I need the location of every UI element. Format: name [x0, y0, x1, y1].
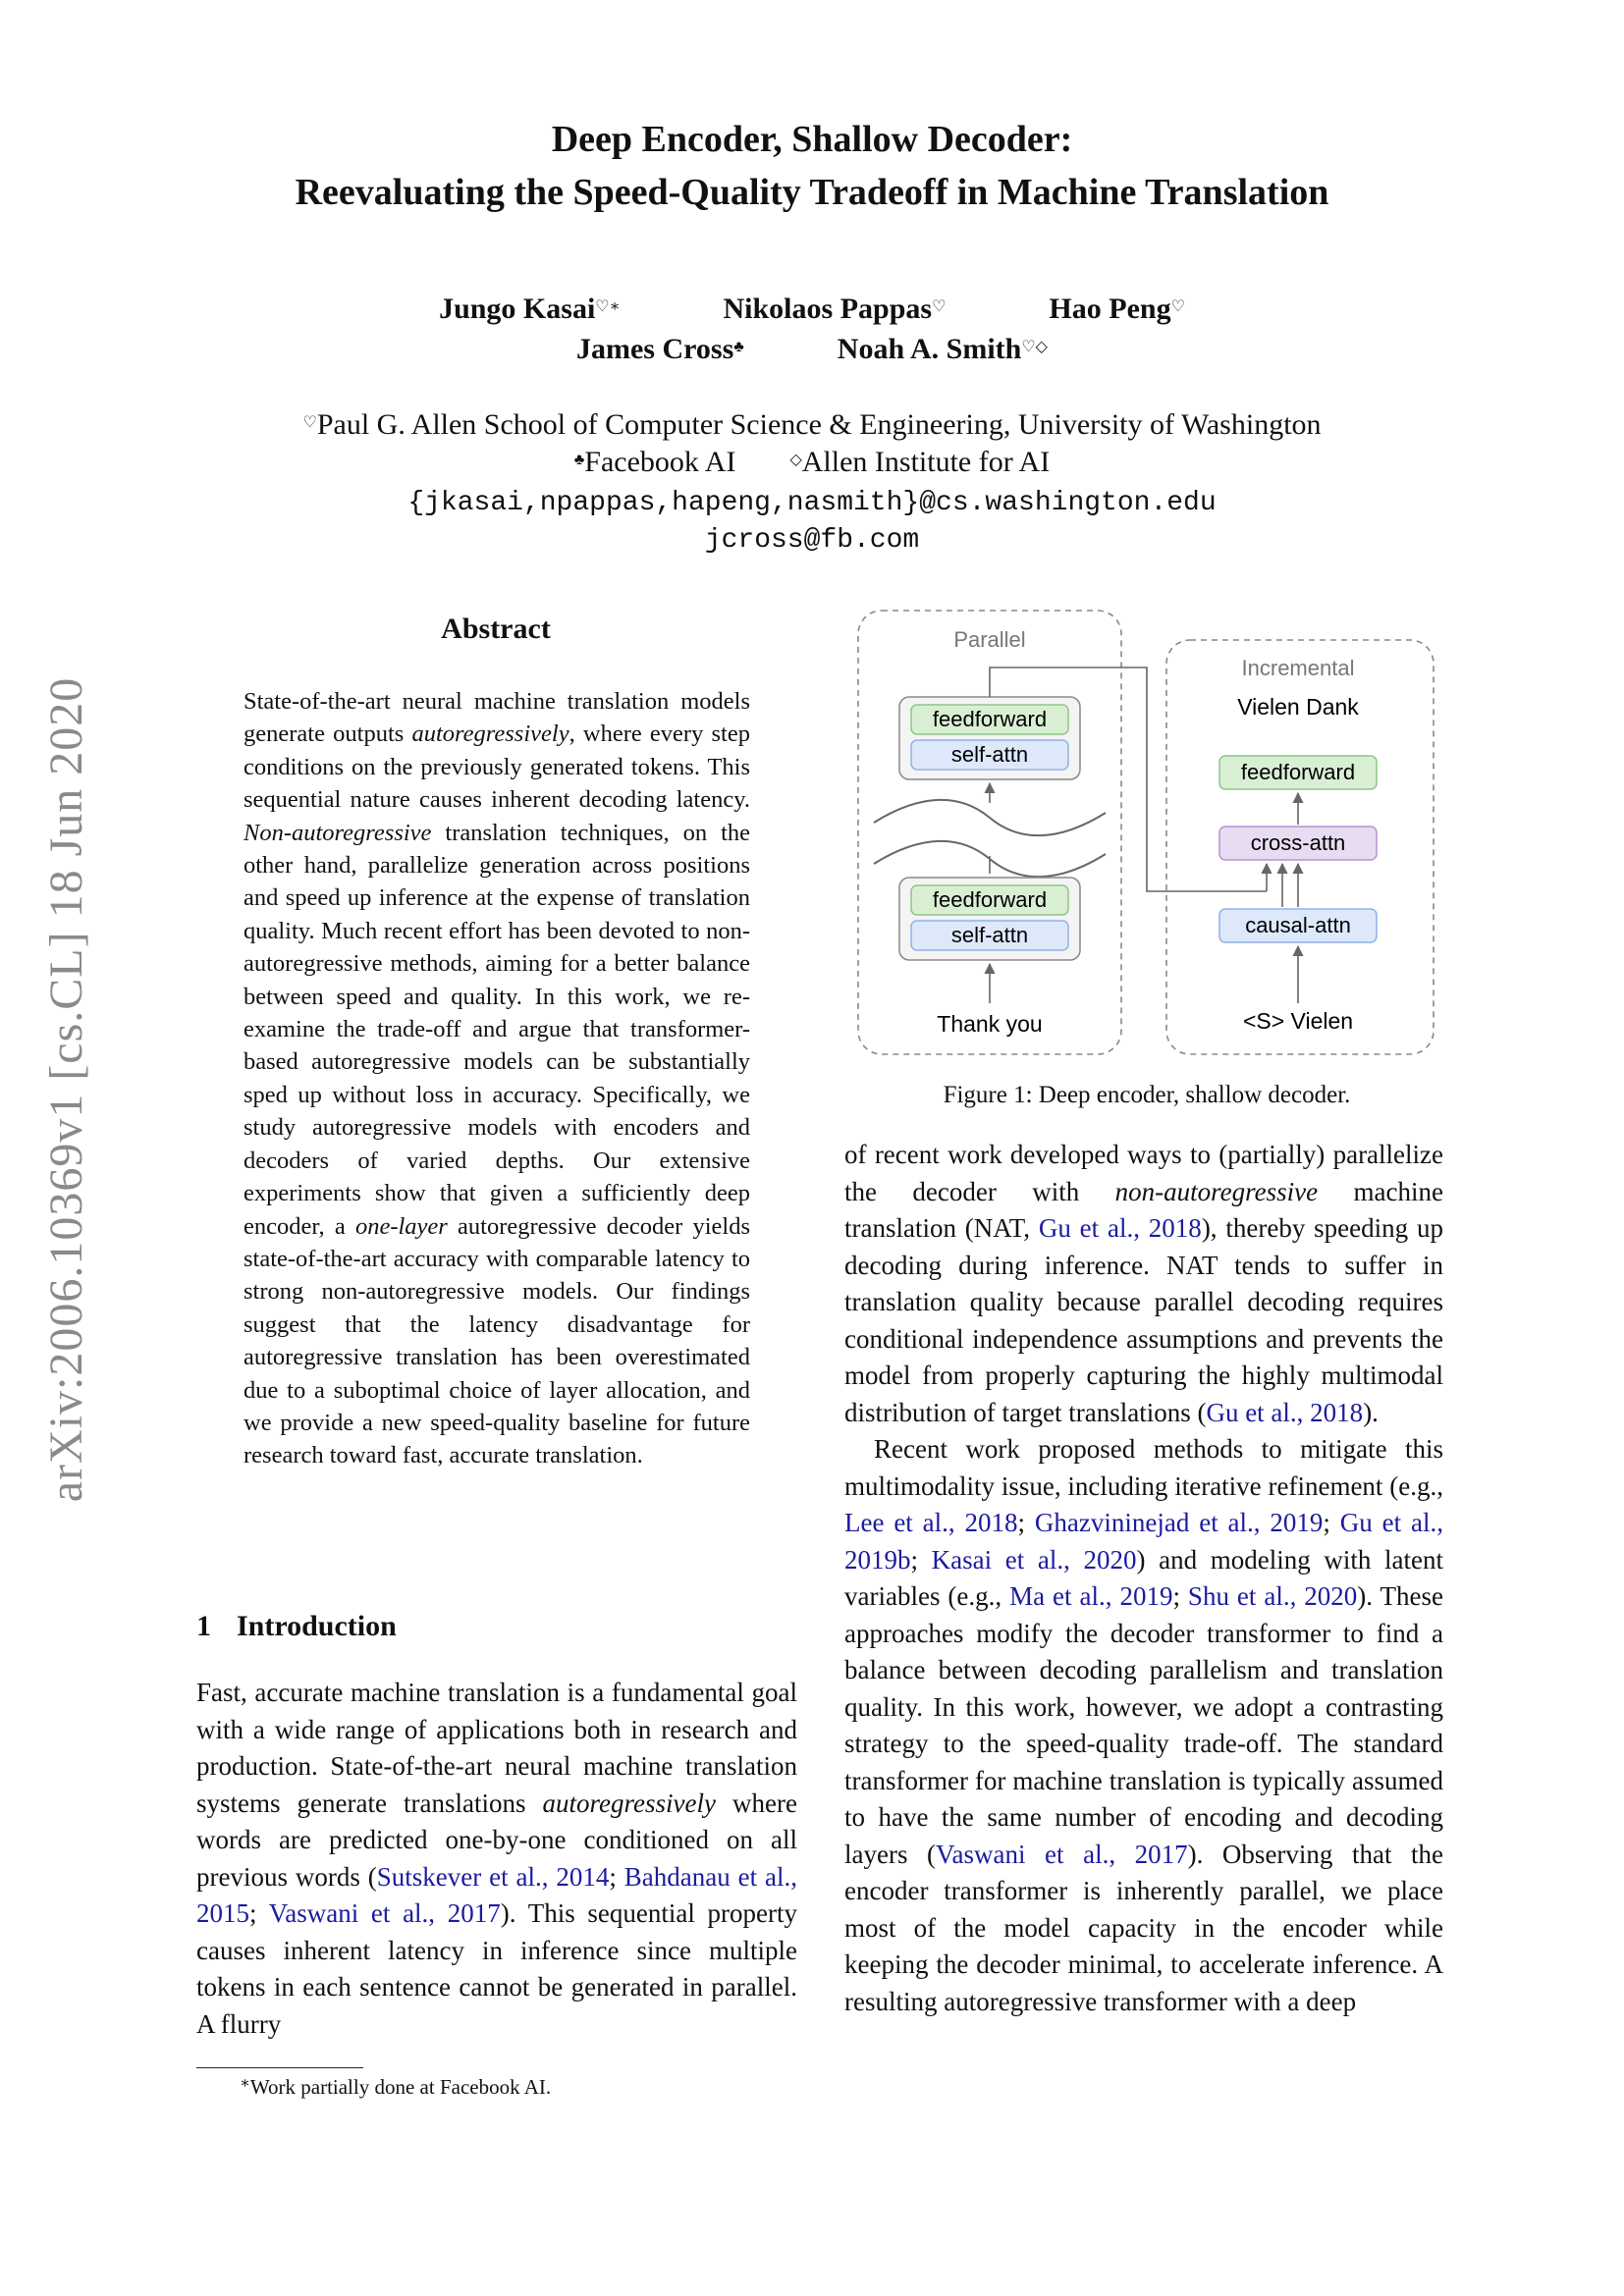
author-name: Noah A. Smith — [837, 333, 1022, 365]
citation-link[interactable]: Ghazvininejad et al., 2019 — [1034, 1508, 1324, 1537]
paragraph — [844, 1137, 1443, 1431]
author-name: Jungo Kasai — [439, 293, 596, 325]
citation-link[interactable]: Sutskever et al., 2014 — [376, 1861, 610, 1892]
text-run: ). — [1363, 1397, 1379, 1427]
text-run: ), thereby speeding up decoding during inference. NAT tends to suffer in translation quality because parallel decoding requires conditional independence assumptions and prevents the model from properly capturing the highly multimodal distribution of target translations ( — [844, 1213, 1443, 1427]
citation-link[interactable]: Vaswani et al., 2017 — [936, 1839, 1188, 1869]
self-attn-label: self-attn — [950, 923, 1029, 947]
citation-link[interactable]: Gu et al., 2018 — [1038, 1213, 1202, 1243]
text-run: Fast, accurate machine translation is a fundamental goal with a wide range of applications both in research and production. State-of-the-art neural machine translation systems generate translations — [196, 1678, 797, 1818]
wavy-line-upper — [874, 800, 1106, 835]
affil-text: Facebook AI — [584, 446, 736, 478]
affiliation-row-2 — [0, 444, 1624, 481]
citation-link[interactable]: Ma et al., 2019 — [1009, 1581, 1173, 1611]
citation-link[interactable]: Lee et al., 2018 — [844, 1508, 1018, 1537]
text-run: ) and modeling with latent variables (e.g., — [844, 1544, 1443, 1611]
section-heading-introduction — [196, 1610, 397, 1643]
affil-mark: ♡ — [302, 414, 317, 431]
affil-mark: ◇ — [789, 452, 802, 468]
citation-link[interactable]: Shu et al., 2020 — [1187, 1581, 1358, 1611]
author-affil-marks: ♣ — [733, 339, 744, 355]
text-emphasis: non-autoregressive — [1114, 1176, 1319, 1206]
right-column-text — [844, 1137, 1443, 2020]
figure-1-diagram — [852, 607, 1441, 1058]
decoder-output: Vielen Dank — [1237, 694, 1359, 720]
feedforward-label: feedforward — [932, 887, 1048, 912]
footnote-rule — [196, 2067, 363, 2068]
citation-link[interactable]: Bahdanau et al., 2015 — [196, 1861, 797, 1928]
causal-attn-label: causal-attn — [1245, 913, 1351, 937]
author-affil-marks: ♡ — [1170, 298, 1185, 315]
author-name: Hao Peng — [1049, 293, 1171, 325]
feedforward-label: feedforward — [932, 707, 1048, 731]
decoder-input: <S> Vielen — [1242, 1008, 1354, 1034]
incremental-label: Incremental — [1241, 656, 1355, 680]
affil-mark: ♣ — [573, 452, 585, 468]
author-name: Nikolaos Pappas — [723, 293, 933, 325]
email-line-2: jcross@fb.com — [704, 525, 920, 556]
encoder-input: Thank you — [937, 1011, 1043, 1037]
section-title: Introduction — [237, 1610, 397, 1642]
citation-link[interactable]: Gu et al., 2018 — [1206, 1397, 1364, 1427]
text-run: of recent work developed ways to (partially) parallelize the decoder with — [844, 1140, 1443, 1206]
author-affil-marks: ♡ — [932, 298, 947, 315]
author-row-1 — [0, 290, 1624, 329]
author-affil-marks: ♡◇ — [1021, 339, 1048, 355]
text-emphasis: autoregressively — [542, 1788, 716, 1818]
parallel-label: Parallel — [953, 627, 1026, 652]
citation-link[interactable]: Gu et al., 2019b — [844, 1508, 1443, 1575]
citation-link[interactable]: Kasai et al., 2020 — [931, 1544, 1137, 1575]
text-run: ). These approaches modify the decoder transformer to find a balance between decoding parallelism and translation quality. In this work, however, we adopt a contrasting strategy to the speed-quality trade-off. The standard transformer for machine translation is typically assumed to have the same number of encoding and decoding layers ( — [844, 1581, 1443, 1869]
paper-title-line2: Reevaluating the Speed-Quality Tradeoff in Machine Translation — [295, 172, 1329, 213]
footnote-mark: ∗ — [240, 2075, 250, 2092]
figure-1 — [852, 607, 1441, 1058]
email-line-1: {jkasai,npappas,hapeng,nasmith}@cs.washington.edu — [407, 488, 1217, 518]
text-run: ). Observing that the encoder transformer is inherently parallel, we place most of the model capacity in the encoder while keeping the decoder minimal, to accelerate inference. A resulting autoregressive transformer with a deep — [844, 1839, 1443, 2016]
paragraph: Recent work proposed methods to mitigate this multimodality issue, including iterative refinement (e.g., Lee et al., 2018; Ghazvininejad et al., 2019; Gu et al., 2019b; Kasai et al., 2020) and modeling with latent variables (e.g., Ma et al., 2019; Shu et al., 2020). These approaches modify the decoder transformer to find a balance between decoding parallelism and translation quality. In this work, however, we adopt a contrasting strategy to the speed-quality trade-off. The standard transformer for machine translation is typically assumed to have the same number of encoding and decoding layers (Vaswani et al., 2017). Observing that the encoder transformer is inherently parallel, we place most of the model capacity in the encoder while keeping the decoder minimal, to accelerate inference. A resulting autoregressive transformer with a deep — [844, 1434, 1443, 2016]
citation-link[interactable]: Vaswani et al., 2017 — [268, 1898, 501, 1928]
text-run: ). This sequential property causes inherent latency in inference since multiple tokens in each sentence cannot be generated in parallel. A flurry — [196, 1898, 798, 2039]
arxiv-stamp: arXiv:2006.10369v1 [cs.CL] 18 Jun 2020 — [40, 676, 92, 1503]
affil-text: Paul G. Allen School of Computer Science & Engineering, University of Washington — [316, 408, 1322, 441]
self-attn-label: self-attn — [950, 742, 1029, 767]
author-affil-marks: ♡∗ — [595, 298, 621, 315]
intro-paragraph: Fast, accurate machine translation is a fundamental goal with a wide range of applications both in research and production. State-of-the-art neural machine translation systems generate translations autoregressively where words are predicted one-by-one conditioned on all previous words (Sutskever et al., 2014; Bahdanau et al., 2015; Vaswani et al., 2017). This sequential property causes inherent latency in inference since multiple tokens in each sentence cannot be generated in parallel. A flurry — [196, 1678, 798, 2039]
abstract-heading: Abstract — [441, 613, 551, 645]
affiliation-uw — [0, 406, 1624, 444]
footnote-text: Work partially done at Facebook AI. — [249, 2075, 552, 2099]
text-run: machine translation (NAT, — [844, 1176, 1443, 1243]
paper-title-line1: Deep Encoder, Shallow Decoder: — [551, 119, 1073, 160]
footnote — [240, 2075, 551, 2100]
text-run: Recent work proposed methods to mitigate this multimodality issue, including iterative refinement (e.g., — [844, 1434, 1443, 1501]
section-number: 1 — [196, 1610, 211, 1642]
feedforward-label: feedforward — [1240, 760, 1356, 784]
author-name: James Cross — [576, 333, 734, 365]
text-run: where words are predicted one-by-one conditioned on all previous words ( — [196, 1788, 797, 1892]
cross-attn-label: cross-attn — [1250, 830, 1346, 855]
author-row-2 — [0, 330, 1624, 369]
abstract-body: State-of-the-art neural machine translation models generate outputs autoregressively, where every step conditions on the previously generated tokens. This sequential nature causes inherent decoding latency. Non-autoregressive translation techniques, on the other hand, parallelize generation across positions and speed up inference at the expense of translation quality. Much recent effort has been devoted to non-autoregressive methods, aiming for a better balance between speed and quality. In this work, we re-examine the trade-off and argue that transformer-based autoregressive models can be substantially sped up without loss in accuracy. Specifically, we study autoregressive models with encoders and decoders of varied depths. Our extensive experiments show that given a sufficiently deep encoder, a one-layer autoregressive decoder yields state-of-the-art accuracy with comparable latency to strong non-autoregressive models. Our findings suggest that the latency disadvantage for autoregressive translation has been overestimated due to a suboptimal choice of layer allocation, and we provide a new speed-quality baseline for future research toward fast, accurate translation. — [244, 688, 750, 1469]
figure-1-caption: Figure 1: Deep encoder, shallow decoder. — [943, 1082, 1351, 1108]
affil-text: Allen Institute for AI — [801, 446, 1051, 478]
